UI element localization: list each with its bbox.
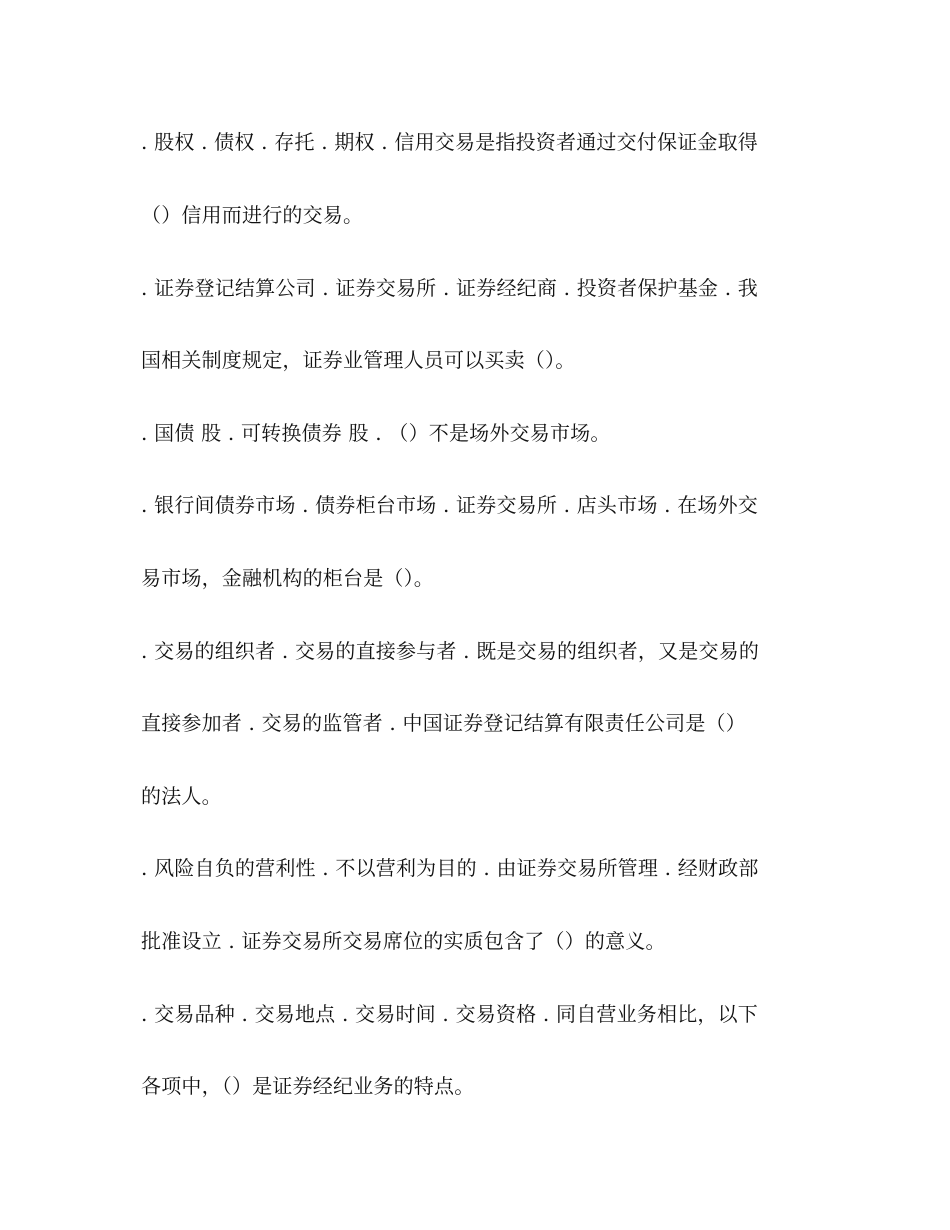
text-line: . 股权 . 债权 . 存托 . 期权 . 信用交易是指投资者通过交付保证金取得 bbox=[141, 130, 759, 154]
text-line: 的法人。 bbox=[141, 784, 222, 808]
text-line: 批准设立 . 证券交易所交易席位的实质包含了（）的意义。 bbox=[141, 929, 666, 953]
text-line: . 交易的组织者 . 交易的直接参与者 . 既是交易的组织者，又是交易的 bbox=[141, 639, 760, 663]
text-line: . 交易品种 . 交易地点 . 交易时间 . 交易资格 . 同自营业务相比，以下 bbox=[141, 1002, 759, 1026]
text-line: . 证券登记结算公司 . 证券交易所 . 证券经纪商 . 投资者保护基金 . 我 bbox=[141, 276, 759, 300]
text-line: （）信用而进行的交易。 bbox=[141, 203, 364, 227]
text-line: . 银行间债券市场 . 债券柜台市场 . 证券交易所 . 店头市场 . 在场外交 bbox=[141, 493, 759, 517]
text-line: . 国债 股 . 可转换债券 股 . （）不是场外交易市场。 bbox=[141, 421, 611, 445]
text-line: 易市场，金融机构的柜台是（）。 bbox=[141, 566, 434, 590]
text-line: 直接参加者 . 交易的监管者 . 中国证券登记结算有限责任公司是（） bbox=[141, 711, 746, 735]
text-line: . 风险自负的营利性 . 不以营利为目的 . 由证券交易所管理 . 经财政部 bbox=[141, 856, 759, 880]
text-line: 各项中，（）是证券经纪业务的特点。 bbox=[141, 1074, 475, 1098]
text-line: 国相关制度规定，证券业管理人员可以买卖（）。 bbox=[141, 348, 576, 372]
